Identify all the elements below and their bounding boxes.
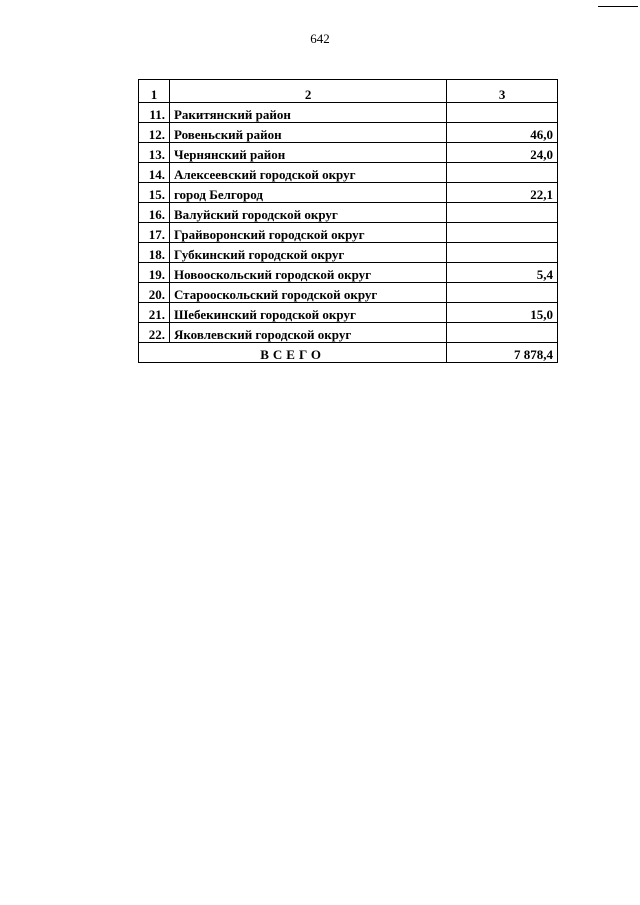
table-row: [139, 143, 558, 163]
row-number: 12.: [139, 123, 170, 143]
table-row: [139, 323, 558, 343]
row-number: 20.: [139, 283, 170, 303]
row-number: 17.: [139, 223, 170, 243]
row-number: 19.: [139, 263, 170, 283]
district-name: Новооскольский городской округ: [169, 263, 446, 283]
table-header-row: [139, 80, 558, 103]
row-number: 11.: [139, 103, 170, 123]
total-row: [139, 343, 558, 363]
amount-value: 15,0: [447, 303, 558, 323]
page-number: 642: [310, 31, 330, 46]
amount-value: [447, 163, 558, 183]
district-name: Старооскольский городской округ: [169, 283, 446, 303]
table-row: [139, 263, 558, 283]
table-row: [139, 223, 558, 243]
district-name: Шебекинский городской округ: [169, 303, 446, 323]
header-col-3: 3: [447, 80, 558, 103]
row-number: 18.: [139, 243, 170, 263]
row-number: 14.: [139, 163, 170, 183]
district-name: Ракитянский район: [169, 103, 446, 123]
table-row: [139, 283, 558, 303]
row-number: 15.: [139, 183, 170, 203]
amount-value: [447, 323, 558, 343]
row-number: 13.: [139, 143, 170, 163]
table-row: [139, 163, 558, 183]
district-name: Алексеевский городской округ: [169, 163, 446, 183]
amount-value: 22,1: [447, 183, 558, 203]
district-name: Губкинский городской округ: [169, 243, 446, 263]
amount-value: [447, 103, 558, 123]
total-label: ВСЕГО: [139, 343, 447, 363]
amount-value: [447, 223, 558, 243]
table-row: [139, 123, 558, 143]
district-name: Валуйский городской округ: [169, 203, 446, 223]
table-row: [139, 103, 558, 123]
district-name: Чернянский район: [169, 143, 446, 163]
row-number: 22.: [139, 323, 170, 343]
header-col-2: 2: [169, 80, 446, 103]
amount-value: [447, 243, 558, 263]
amount-value: [447, 203, 558, 223]
table-row: [139, 183, 558, 203]
header-col-1: 1: [139, 80, 170, 103]
scan-corner-line: [598, 6, 638, 7]
budget-table: [138, 79, 558, 363]
table-row: [139, 243, 558, 263]
row-number: 16.: [139, 203, 170, 223]
amount-value: 24,0: [447, 143, 558, 163]
district-name: Ровеньский район: [169, 123, 446, 143]
district-name: Грайворонский городской округ: [169, 223, 446, 243]
total-value: 7 878,4: [447, 343, 558, 363]
table-body: [139, 80, 558, 363]
row-number: 21.: [139, 303, 170, 323]
amount-value: [447, 283, 558, 303]
district-name: город Белгород: [169, 183, 446, 203]
amount-value: 46,0: [447, 123, 558, 143]
amount-value: 5,4: [447, 263, 558, 283]
table-row: [139, 203, 558, 223]
district-name: Яковлевский городской округ: [169, 323, 446, 343]
table-row: [139, 303, 558, 323]
